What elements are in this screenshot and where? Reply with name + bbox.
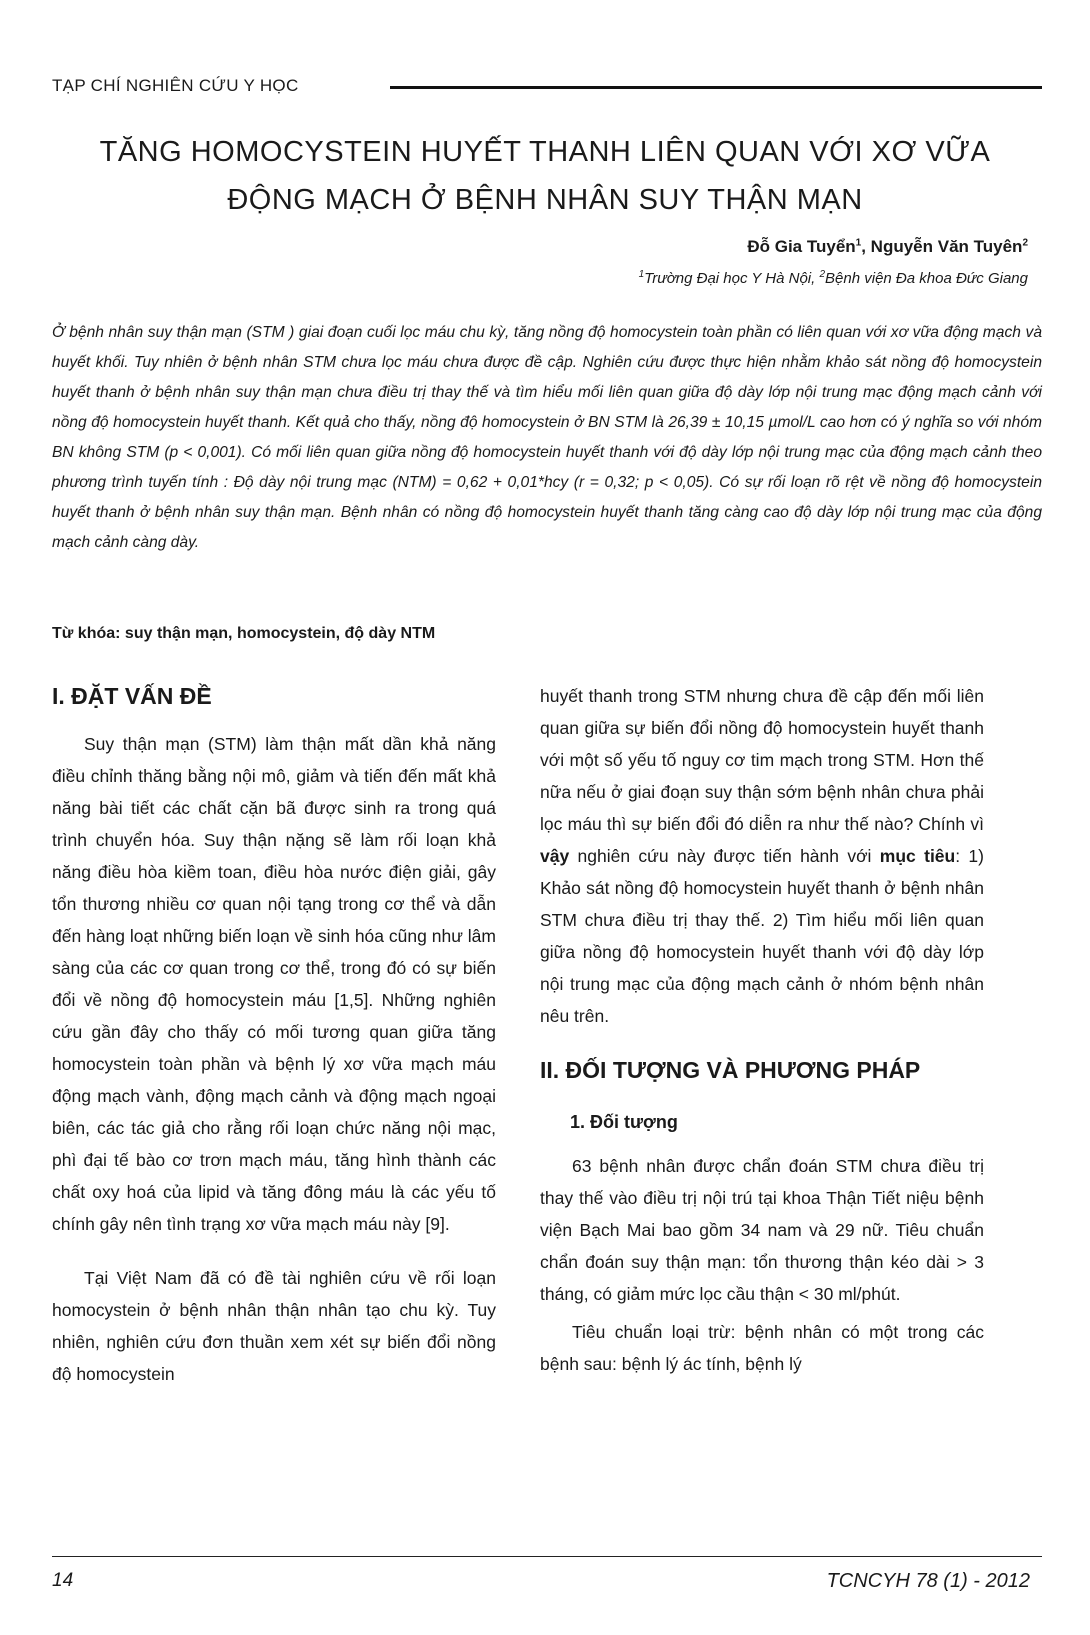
journal-name: TẠP CHÍ NGHIÊN CỨU Y HỌC (52, 76, 299, 95)
author-affiliation-mark: 1 (855, 237, 862, 249)
left-column (52, 680, 496, 1396)
body-paragraph (540, 680, 984, 1032)
author-name: Nguyễn Văn Tuyên (870, 237, 1023, 256)
author-name: Đỗ Gia Tuyển (747, 237, 856, 256)
section-heading: II. ĐỐI TƯỢNG VÀ PHƯƠNG PHÁP (540, 1057, 921, 1083)
article-title (40, 128, 1050, 224)
body-paragraph: 63 bệnh nhân được chẩn đoán STM chưa điều trị thay thế vào điều trị nội trú tại khoa Thận Tiết niệu bệnh viện Bạch Mai bao gồm 34 nam và 29 nữ. Tiêu chuẩn chẩn đoán suy thận mạn: tổn thương thận kéo dài > 3 tháng, có giảm mức lọc cầu thận < 30 ml/phút. (540, 1156, 984, 1304)
footer-rule (52, 1556, 1042, 1557)
body-paragraph: Tại Việt Nam đã có đề tài nghiên cứu về rối loạn homocystein ở bệnh nhân thận nhân tạo chu kỳ. Tuy nhiên, nghiên cứu đơn thuần xem xét sự biến đổi nồng độ homocystein (52, 1268, 496, 1384)
affiliations (639, 270, 1028, 287)
text-run: : 1) Khảo sát nồng độ homocystein huyết thanh ở bệnh nhân STM chưa điều trị thay thế. 2) Tìm hiểu mối liên quan giữa nồng độ homocystein huyết thanh với độ dày lớp nội trung mạc của động mạch cảnh ở nhóm bệnh nhân nêu trên. (540, 846, 984, 1026)
affiliation-2: Bệnh viện Đa khoa Đức Giang (825, 270, 1028, 287)
title-line-1: TĂNG HOMOCYSTEIN HUYẾT THANH LIÊN QUAN VỚI XƠ VỮA (99, 136, 991, 168)
affiliation-mark: 1 (638, 269, 645, 280)
body-paragraph: Suy thận mạn (STM) làm thận mất dần khả năng điều chỉnh thăng bằng nội mô, giảm và tiến đến mất khả năng bài tiết các chất cặn bã được sinh ra trong quá trình chuyển hóa. Suy thận nặng sẽ làm rối loạn khả năng điều hòa kiềm toan, điều hòa nước điện giải, gây tổn thương nhiều cơ quan nội tạng trong cơ thể và dẫn đến hàng loạt những biến loạn về sinh hóa cũng như lâm sàng của các cơ quan trong cơ thể, trong đó có sự biến đổi về nồng độ homocystein máu [1,5]. Những nghiên cứu gần đây cho thấy có mối tương quan giữa tăng homocystein toàn phần và bệnh lý xơ vữa mạch máu động mạch vành, động mạch cảnh và động mạch ngoại biên, các tác giả cho rằng rối loạn chức năng nội mạc, phì đại tế bào cơ trơn mạch máu, tăng hình thành các chất oxy hoá của lipid và tăng đông máu là các yếu tố chính gây nên tình trạng xơ vữa mạch máu này [9]. (52, 734, 496, 1234)
keywords: Từ khóa: suy thận mạn, homocystein, độ dày NTM (52, 625, 436, 642)
text-run: huyết thanh trong STM nhưng chưa đề cập đến mối liên quan giữa sự biến đổi nồng độ homocystein huyết thanh với một số yếu tố nguy cơ tim mạch trong STM. Hơn thế nữa nếu ở giai đoạn suy thận sớm bệnh nhân chưa phải lọc máu thì sự biến đổi đó diễn ra như thế nào? Chính vì (540, 686, 984, 834)
body-paragraph: Tiêu chuẩn loại trừ: bệnh nhân có một trong các bệnh sau: bệnh lý ác tính, bệnh lý (540, 1322, 984, 1374)
title-line-2: ĐỘNG MẠCH Ở BỆNH NHÂN SUY THẬN MẠN (227, 184, 863, 216)
author-affiliation-mark: 2 (1022, 237, 1028, 249)
header-rule (390, 86, 1042, 89)
subsection-heading: 1. Đối tượng (570, 1112, 678, 1132)
journal-issue: TCNCYH 78 (1) - 2012 (826, 1570, 1030, 1592)
text-run: nghiên cứu này được tiến hành với (569, 846, 880, 866)
author-separator: , (861, 237, 871, 256)
abstract: Ở bệnh nhân suy thận mạn (STM ) giai đoạn cuối lọc máu chu kỳ, tăng nồng độ homocystein toàn phần có liên quan với xơ vữa động mạch và huyết khối. Tuy nhiên ở bệnh nhân STM chưa lọc máu chưa được đề cập. Nghiên cứu được thực hiện nhằm khảo sát nồng độ homocystein huyết thanh ở bệnh nhân suy thận mạn chưa điều trị thay thế và tìm hiểu mối liên quan giữa độ dày lớp nội trung mạc động mạch cảnh với nồng độ homocystein huyết thanh. Kết quả cho thấy, nồng độ homocystein ở BN STM là 26,39 ± 10,15 µmol/L cao hơn có ý nghĩa so với nhóm BN không STM (p < 0,001). Có mối liên quan giữa nồng độ homocystein huyết thanh với độ dày lớp nội trung mạc của động mạch cảnh theo phương trình tuyến tính : Độ dày nội trung mạc (NTM) = 0,62 + 0,01*hcy (r = 0,32; p < 0,05). Có sự rối loạn rõ rệt về nồng độ homocystein huyết thanh ở bệnh nhân suy thận mạn. Bệnh nhân có nồng độ homocystein huyết thanh tăng càng cao độ dày lớp nội trung mạc của động mạch cảnh càng dày. (52, 324, 1042, 551)
bold-text: vậy (540, 846, 570, 866)
running-header (52, 76, 1042, 100)
author-list (747, 237, 1028, 257)
page-number: 14 (52, 1570, 74, 1591)
bold-text: mục tiêu (879, 846, 956, 866)
affiliation-1: Trường Đại học Y Hà Nội, (644, 270, 820, 287)
section-heading: I. ĐẶT VẤN ĐỀ (52, 683, 212, 709)
affiliation-mark: 2 (819, 269, 826, 280)
right-column (540, 680, 984, 1386)
